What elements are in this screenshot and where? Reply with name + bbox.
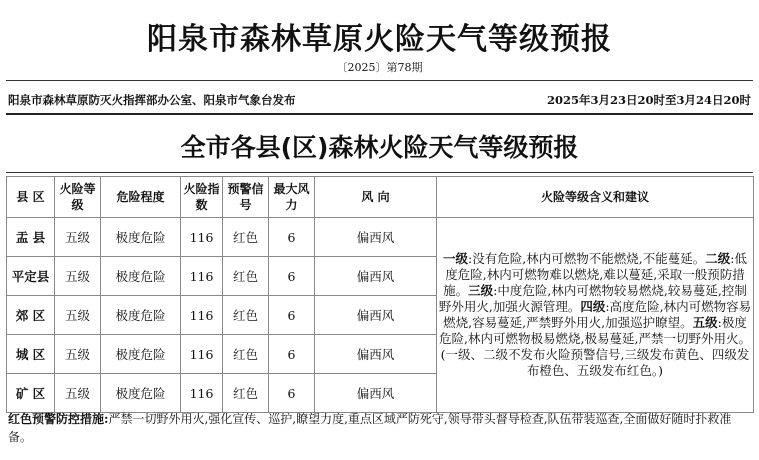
wind-direction-cell: 偏西风	[315, 335, 437, 374]
legend-label: 三级	[468, 283, 494, 298]
index-cell: 116	[181, 374, 223, 413]
measures-label: 红色预警防控措施:	[8, 412, 109, 426]
header-county: 县 区	[7, 177, 55, 218]
county-cell: 城 区	[7, 335, 55, 374]
wind-force-cell: 6	[269, 218, 315, 257]
legend-text: :没有危险,林内可燃物不能燃烧,不能蔓延。	[468, 251, 706, 266]
wind-direction-cell: 偏西风	[315, 218, 437, 257]
level-cell: 五级	[55, 296, 101, 335]
legend-text: :极度危险,林内可燃物极易燃烧,极易蔓延,严禁一切野外用火。(一级、二级不发布火险预警信号,三级发布黄色、四级发布橙色、五级发布红色。)	[439, 315, 751, 378]
index-cell: 116	[181, 335, 223, 374]
level-cell: 五级	[55, 335, 101, 374]
signal-cell: 红色	[223, 374, 269, 413]
level-cell: 五级	[55, 374, 101, 413]
section-title: 全市各县(区)森林火险天气等级预报	[180, 133, 579, 162]
divider	[6, 172, 753, 173]
header-signal: 预警信号	[223, 177, 269, 218]
signal-cell: 红色	[223, 218, 269, 257]
signal-cell: 红色	[223, 296, 269, 335]
legend-text: :高度危险,林内可燃物容易燃烧,容易蔓延,严禁野外用火,加强巡护瞭望。	[443, 299, 752, 330]
forecast-table	[6, 176, 754, 413]
level-cell: 五级	[55, 257, 101, 296]
level-cell: 五级	[55, 218, 101, 257]
header-wind-force: 最大风力	[269, 177, 315, 218]
signal-cell: 红色	[223, 335, 269, 374]
county-cell: 盂 县	[7, 218, 55, 257]
header-level: 火险等级	[55, 177, 101, 218]
index-cell: 116	[181, 257, 223, 296]
divider	[6, 80, 753, 81]
wind-force-cell: 6	[269, 257, 315, 296]
header-wind-direction: 风 向	[315, 177, 437, 218]
main-title: 阳泉市森林草原火险天气等级预报	[147, 22, 612, 57]
danger-cell: 极度危险	[101, 374, 181, 413]
wind-force-cell: 6	[269, 335, 315, 374]
county-cell: 平定县	[7, 257, 55, 296]
legend-label: 四级	[580, 299, 606, 314]
date-range: 2025年3月23日20时至3月24日20时	[546, 93, 751, 107]
table-row	[7, 218, 754, 257]
legend-cell	[437, 218, 754, 413]
issue-number: 〔2025〕第78期	[336, 61, 423, 74]
county-cell: 郊 区	[7, 296, 55, 335]
wind-direction-cell: 偏西风	[315, 296, 437, 335]
danger-cell: 极度危险	[101, 296, 181, 335]
danger-cell: 极度危险	[101, 257, 181, 296]
wind-force-cell: 6	[269, 296, 315, 335]
index-cell: 116	[181, 296, 223, 335]
index-cell: 116	[181, 218, 223, 257]
danger-cell: 极度危险	[101, 218, 181, 257]
wind-direction-cell: 偏西风	[315, 257, 437, 296]
legend-label: 二级	[705, 251, 731, 266]
legend-text: :低度危险,林内可燃物难以燃烧,难以蔓延,采取一般预防措施。	[443, 251, 747, 298]
header-meaning: 火险等级含义和建议	[437, 177, 754, 218]
divider	[6, 113, 753, 115]
publisher: 阳泉市森林草原防灭火指挥部办公室、阳泉市气象台发布	[8, 93, 296, 107]
danger-cell: 极度危险	[101, 335, 181, 374]
red-warning-measures	[8, 410, 750, 446]
county-cell: 矿 区	[7, 374, 55, 413]
wind-direction-cell: 偏西风	[315, 374, 437, 413]
header-index: 火险指数	[181, 177, 223, 218]
signal-cell: 红色	[223, 257, 269, 296]
legend-label: 一级	[443, 251, 469, 266]
header-danger: 危险程度	[101, 177, 181, 218]
legend-text: :中度危险,林内可燃物较易燃烧,较易蔓延,控制野外用火,加强火源管理。	[438, 283, 747, 314]
measures-text: 严禁一切野外用火,强化宣传、巡护,瞭望力度,重点区域严防死守,领导带头督导检查,队伍带装巡查,全面做好随时扑救准备。	[8, 412, 732, 444]
wind-force-cell: 6	[269, 374, 315, 413]
legend-label: 五级	[692, 315, 718, 330]
